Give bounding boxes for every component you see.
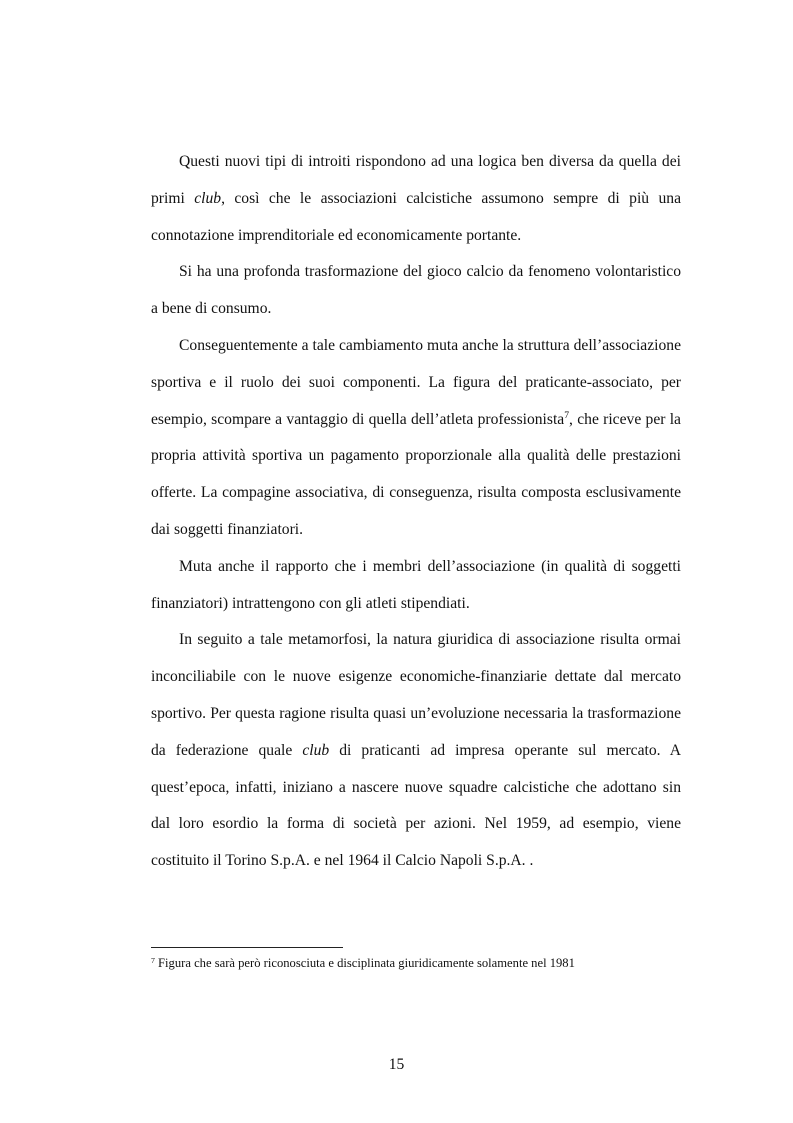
footnote-divider <box>151 947 343 948</box>
footnote-reference[interactable]: 7 <box>564 410 570 422</box>
italic-term: club <box>302 741 330 759</box>
italic-term: club <box>194 189 222 207</box>
footnote-text: Figura che sarà però riconosciuta e disciplinata giuridicamente solamente nel 1981 <box>154 956 575 970</box>
paragraph-5: In seguito a tale metamorfosi, la natura giuridica di associazione risulta ormai inconciliabile con le nuove esigenze economiche-finanziarie dettate dal mercato sportivo. Per questa ragione risulta quasi un’evoluzione necessaria la trasformazione da federazione quale club di praticanti ad impresa operante sul mercato. A quest’epoca, infatti, iniziano a nascere nuove squadre calcistiche che adottano sin dal loro esordio la forma di società per azioni. Nel 1959, ad esempio, viene costituito il Torino S.p.A. e nel 1964 il Calcio Napoli S.p.A. . <box>151 631 681 870</box>
paragraph-4: Muta anche il rapporto che i membri dell’associazione (in qualità di soggetti finanziatori) intrattengono con gli atleti stipendiati. <box>151 557 681 612</box>
paragraph-3: Conseguentemente a tale cambiamento muta anche la struttura dell’associazione sportiva e il ruolo dei suoi componenti. La figura del praticante-associato, per esempio, scompare a vantaggio di quella dell’atleta professionista$^7$, che riceve per la propria attività sportiva un pagamento proporzionale alla qualità delle prestazioni offerte. La compagine associativa, di conseguenza, risulta composta esclusivamente dai soggetti finanziatori. <box>151 336 681 538</box>
paragraph-1: Questi nuovi tipi di introiti rispondono ad una logica ben diversa da quella dei primi club, così che le associazioni calcistiche assumono sempre di più una connotazione imprenditoriale ed economicamente portante. <box>151 153 682 244</box>
footnote-number: 7 <box>151 955 155 965</box>
paragraph-2: Si ha una profonda trasformazione del gioco calcio da fenomeno volontaristico a bene di consumo. <box>151 263 681 318</box>
page-number: 15 <box>388 1056 405 1073</box>
body-text <box>151 144 681 880</box>
footnote <box>151 954 681 972</box>
